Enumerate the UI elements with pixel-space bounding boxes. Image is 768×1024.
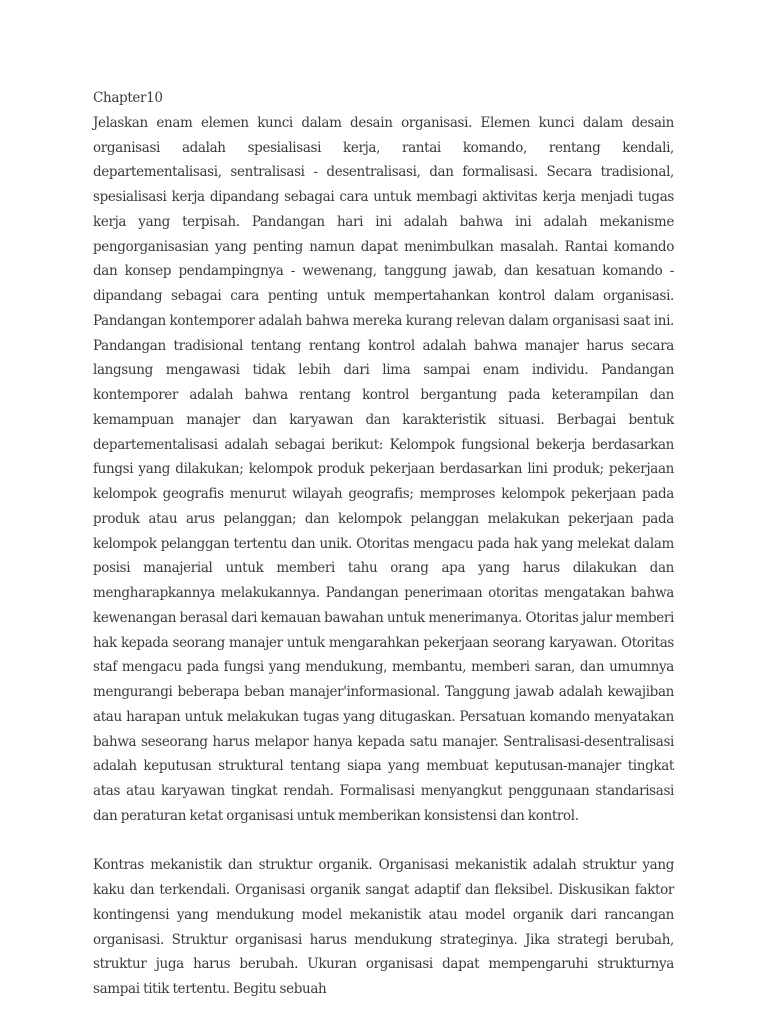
document-page — [93, 86, 674, 1002]
paragraph-organization-design-elements: Jelaskan enam elemen kunci dalam desain organisasi. Elemen kunci dalam desain organisasi adalah spesialisasi kerja, rantai komando, rentang kendali, departementalisasi, sentralisasi - desentralisasi, dan formalisasi. Secara tradisional, spesialisasi kerja dipandang sebagai cara untuk membagi aktivitas kerja menjadi tugas kerja yang terpisah. Pandangan hari ini adalah bahwa ini adalah mekanisme pengorganisasian yang penting namun dapat menimbulkan masalah. Rantai komando dan konsep pendampingnya - wewenang, tanggung jawab, dan kesatuan komando - dipandang sebagai cara penting untuk mempertahankan kontrol dalam organisasi. Pandangan kontemporer adalah bahwa mereka kurang relevan dalam organisasi saat ini. Pandangan tradisional tentang rentang kontrol adalah bahwa manajer harus secara langsung mengawasi tidak lebih dari lima sampai enam individu. Pandangan kontemporer adalah bahwa rentang kontrol bergantung pada keterampilan dan kemampuan manajer dan karyawan dan karakteristik situasi. Berbagai bentuk departementalisasi adalah sebagai berikut: Kelompok fungsional bekerja berdasarkan fungsi yang dilakukan; kelompok produk pekerjaan berdasarkan lini produk; pekerjaan kelompok geografis menurut wilayah geografis; memproses kelompok pekerjaan pada produk atau arus pelanggan; dan kelompok pelanggan melakukan pekerjaan pada kelompok pelanggan tertentu dan unik. Otoritas mengacu pada hak yang melekat dalam posisi manajerial untuk memberi tahu orang apa yang harus dilakukan dan mengharapkannya melakukannya. Pandangan penerimaan otoritas mengatakan bahwa kewenangan berasal dari kemauan bawahan untuk menerimanya. Otoritas jalur memberi hak kepada seorang manajer untuk mengarahkan pekerjaan seorang karyawan. Otoritas staf mengacu pada fungsi yang mendukung, membantu, memberi saran, dan umumnya mengurangi beberapa beban manajer'informasional. Tanggung jawab adalah kewajiban atau harapan untuk melakukan tugas yang ditugaskan. Persatuan komando menyatakan bahwa seseorang harus melapor hanya kepada satu manajer. Sentralisasi-desentralisasi adalah keputusan struktural tentang siapa yang membuat keputusan-manajer tingkat atas atau karyawan tingkat rendah. Formalisasi menyangkut penggunaan standarisasi dan peraturan ketat organisasi untuk memberikan konsistensi dan kontrol. — [93, 114, 674, 824]
chapter-heading: Chapter10 — [93, 90, 163, 106]
paragraph-spacer — [93, 829, 674, 854]
paragraph-mechanistic-organic: Kontras mekanistik dan struktur organik. Organisasi mekanistik adalah struktur yang kaku dan terkendali. Organisasi organik sangat adaptif dan fleksibel. Diskusikan faktor kontingensi yang mendukung model mekanistik atau model organik dari rancangan organisasi. Struktur organisasi harus mendukung strateginya. Jika strategi berubah, struktur juga harus berubah. Ukuran organisasi dapat mempengaruhi strukturnya sampai titik tertentu. Begitu sebuah — [93, 857, 674, 997]
